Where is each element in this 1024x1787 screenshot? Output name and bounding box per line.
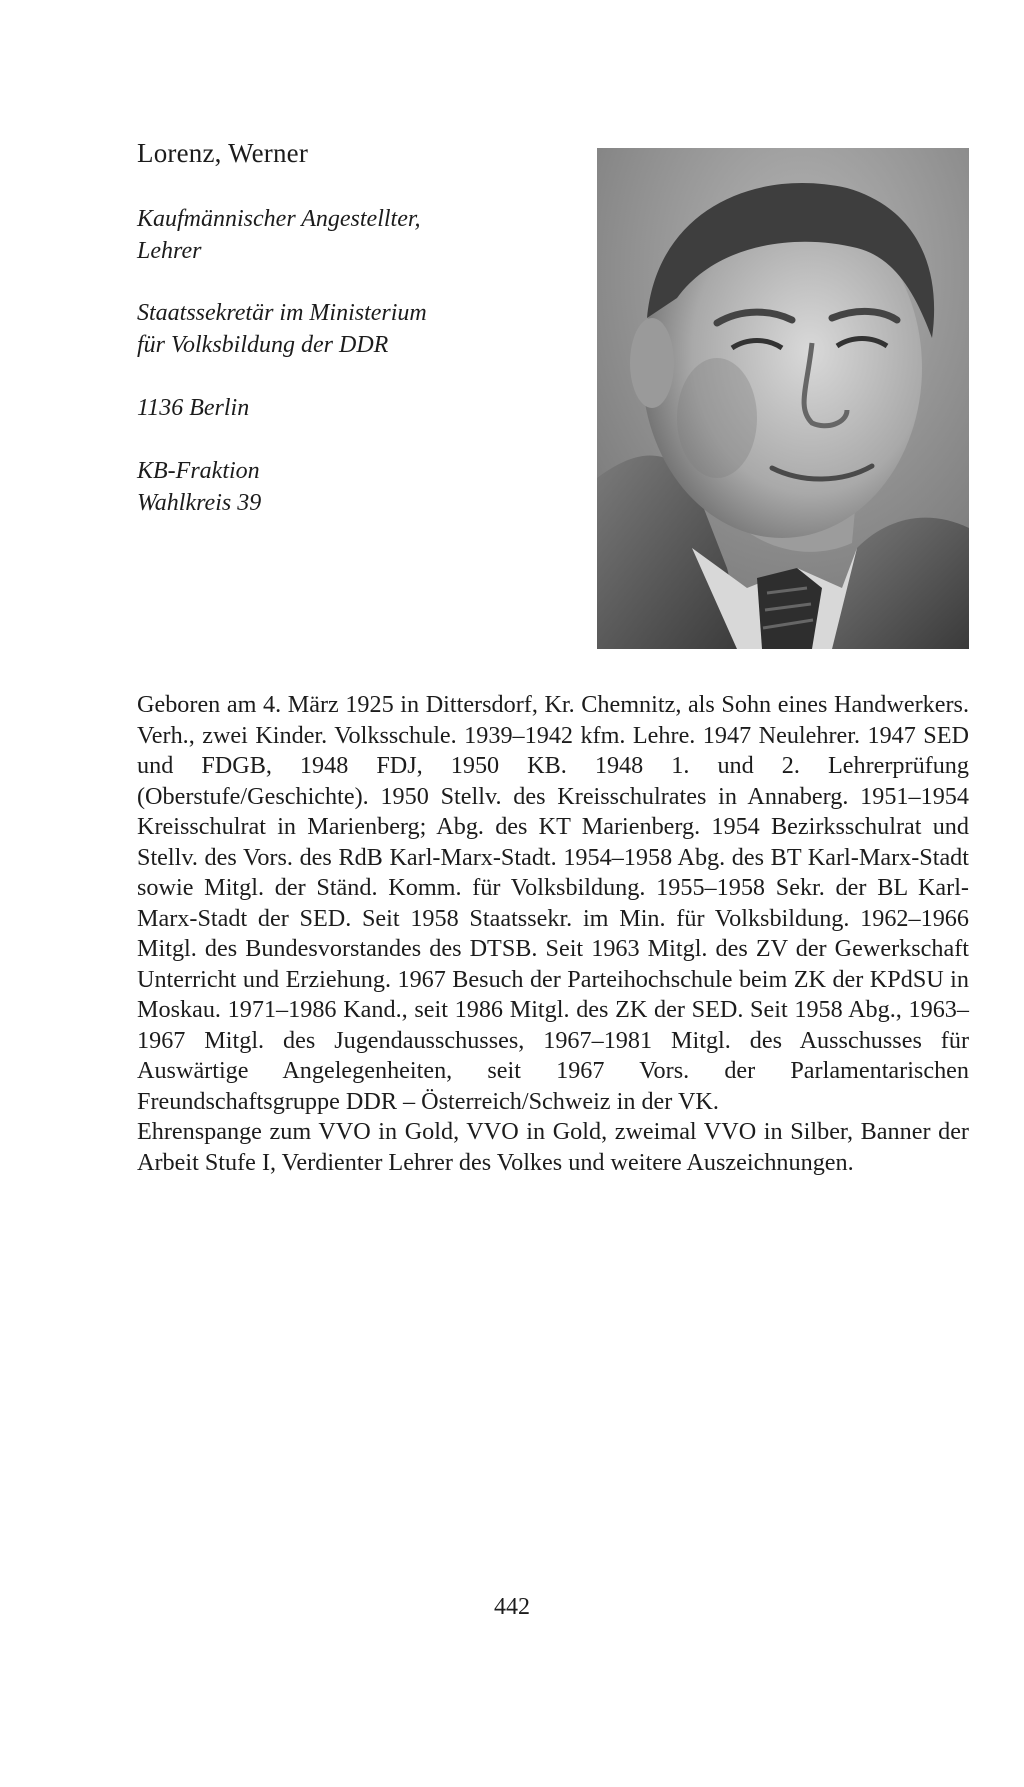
biography-text xyxy=(137,690,969,1178)
fraction-info xyxy=(137,455,261,519)
electoral-district: Wahlkreis 39 xyxy=(137,490,262,516)
profession-line: Kaufmännischer Angestellter, xyxy=(137,206,421,232)
page-number: 442 xyxy=(494,1594,530,1620)
biography-awards: Ehrenspange zum VVO in Gold, VVO in Gold, zweimal VVO in Silber, Banner der Arbeit Stufe I, Verdienter Lehrer des Volkes und weitere Auszeichnungen. xyxy=(137,1118,969,1176)
office-line: für Volksbildung der DDR xyxy=(137,332,389,358)
portrait-photo-drawing xyxy=(597,148,969,649)
fraction-name: KB-Fraktion xyxy=(137,458,260,484)
office-line: Staatssekretär im Ministerium xyxy=(137,300,427,326)
biography-paragraph: Geboren am 4. März 1925 in Dittersdorf, Kr. Chemnitz, als Sohn eines Handwerkers. Verh., zwei Kinder. Volksschule. 1939–1942 kfm. Lehre. 1947 Neulehrer. 1947 SED und FDGB, 1948 FDJ, 1950 KB. 1948 1. und 2. Lehrerprüfung (Oberstufe/Geschichte). 1950 Stellv. des Kreisschulrates in Annaberg. 1951–1954 Kreisschulrat in Marienberg; Abg. des KT Marienberg. 1954 Bezirksschulrat und Stellv. des Vors. des RdB Karl-Marx-Stadt. 1954–1958 Abg. des BT Karl-Marx-Stadt sowie Mitgl. der Ständ. Komm. für Volksbildung. 1955–1958 Sekr. der BL Karl-Marx-Stadt der SED. Seit 1958 Staatssekr. im Min. für Volksbildung. 1962–1966 Mitgl. des Bundesvorstandes des DTSB. Seit 1963 Mitgl. des ZV der Gewerkschaft Unterricht und Erziehung. 1967 Besuch der Parteihochschule beim ZK der KPdSU in Moskau. 1971–1986 Kand., seit 1986 Mitgl. des ZK der SED. Seit 1958 Abg., 1963–1967 Mitgl. des Jugendausschusses, 1967–1981 Mitgl. des Ausschusses für Auswärtige Angelegenheiten, seit 1967 Vors. der Parlamentarischen Freundschaftsgruppe DDR – Österreich/Schweiz in der VK. xyxy=(137,691,969,1115)
address: 1136 Berlin xyxy=(137,395,250,421)
office-title xyxy=(137,297,427,361)
profession-line: Lehrer xyxy=(137,238,202,264)
person-name: Lorenz, Werner xyxy=(137,138,309,168)
portrait-photo xyxy=(597,148,969,649)
profession xyxy=(137,203,421,267)
